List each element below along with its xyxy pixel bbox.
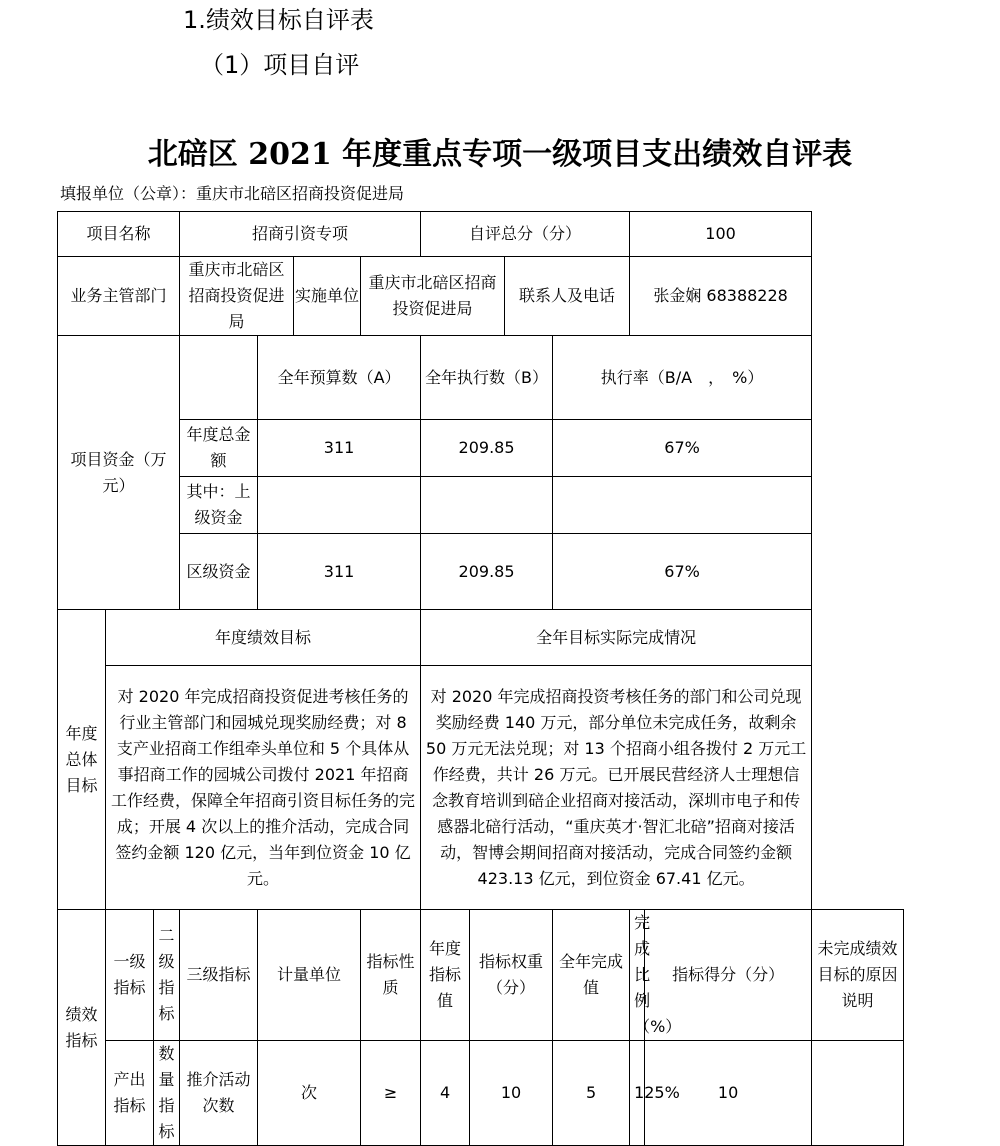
indicator-header: 年度指标值 [421,910,470,1041]
indicator-header: 指标得分（分） [645,910,812,1041]
indicator-header: 未完成绩效目标的原因说明 [812,910,904,1041]
indicator-cell: ≥ [361,1041,421,1146]
impl-label: 实施单位 [294,257,361,336]
funds-row-label: 其中：上级资金 [180,477,258,534]
indicator-cell: 10 [645,1041,812,1146]
table-title: 北碚区 2021 年度重点专项一级项目支出绩效自评表 [147,137,853,172]
funds-row-rate: 67% [553,534,812,610]
indicator-cell: 4 [421,1041,470,1146]
indicator-header: 三级指标 [180,910,258,1041]
actual-text: 对 2020 年完成招商投资考核任务的部门和公司兑现奖励经费 140 万元，部分单位未完成任务，故剩余 50 万元无法兑现；对 13 个招商小组各拨付 2 万元工作经费，共计 26 万元。已开展民营经济人士理想信念教育培训到碚企业招商对接活动，深圳市电子和传感器北碚行活动，“重庆英才·智汇北碚”招商对接活动，智博会期间招商对接活动，完成合同签约金额 423.13 亿元，到位资金 67.41 亿元。 [421,666,812,910]
indicator-header: 全年完成值 [553,910,630,1041]
funds-row-budget: 311 [258,420,421,477]
score-value: 100 [630,212,812,257]
contact-label: 联系人及电话 [505,257,630,336]
indicator-cell: 推介活动次数 [180,1041,258,1146]
funds-row-exec [421,477,553,534]
funds-label: 项目资金（万元） [58,336,180,610]
score-label: 自评总分（分） [421,212,630,257]
indicator-cell [812,1041,904,1146]
project-name-value: 招商引资专项 [180,212,421,257]
indicator-header: 一级指标 [106,910,154,1041]
indicator-cell: 5 [553,1041,630,1146]
contact-value: 张金娴 68388228 [630,257,812,336]
fill-unit: 填报单位（公章）：重庆市北碚区招商投资促进局 [60,184,405,203]
impl-value: 重庆市北碚区招商投资促进局 [361,257,505,336]
dept-value: 重庆市北碚区招商投资促进局 [180,257,294,336]
dept-label: 业务主管部门 [58,257,180,336]
col-budget: 全年预算数（A） [258,336,421,420]
funds-blank [180,336,258,420]
indicator-cell: 产出指标 [106,1041,154,1146]
funds-row-label: 区级资金 [180,534,258,610]
funds-row-rate [553,477,812,534]
funds-row-rate: 67% [553,420,812,477]
indicator-cell: 数量指标 [154,1041,180,1146]
funds-row-budget [258,477,421,534]
funds-row-exec: 209.85 [421,420,553,477]
performance-table [57,211,904,1146]
indicators-side-label: 绩效指标 [58,910,106,1146]
col-exec: 全年执行数（B） [421,336,553,420]
funds-row-budget: 311 [258,534,421,610]
project-name-label: 项目名称 [58,212,180,257]
col-target: 年度绩效目标 [106,610,421,666]
indicator-header: 完成比例（%） [630,910,645,1041]
indicator-header: 计量单位 [258,910,361,1041]
funds-row-label: 年度总金额 [180,420,258,477]
target-text: 对 2020 年完成招商投资促进考核任务的行业主管部门和园城兑现奖励经费；对 8 支产业招商工作组牵头单位和 5 个具体从事招商工作的园城公司拨付 2021 年招商工作经费，保障全年招商引资目标任务的完成；开展 4 次以上的推介活动，完成合同签约金额 120 亿元，当年到位资金 10 亿元。 [106,666,421,910]
indicator-header: 指标权重（分） [470,910,553,1041]
indicator-cell: 次 [258,1041,361,1146]
funds-row-exec: 209.85 [421,534,553,610]
col-actual: 全年目标实际完成情况 [421,610,812,666]
col-rate: 执行率（B/A ， %） [553,336,812,420]
subsection-heading: （1）项目自评 [200,51,360,79]
indicator-header: 二级指标 [154,910,180,1041]
indicator-cell: 125% [630,1041,645,1146]
indicator-header: 指标性质 [361,910,421,1041]
goals-side-label: 年度总体目标 [58,610,106,910]
indicator-cell: 10 [470,1041,553,1146]
section-heading: 1.绩效目标自评表 [183,6,374,34]
